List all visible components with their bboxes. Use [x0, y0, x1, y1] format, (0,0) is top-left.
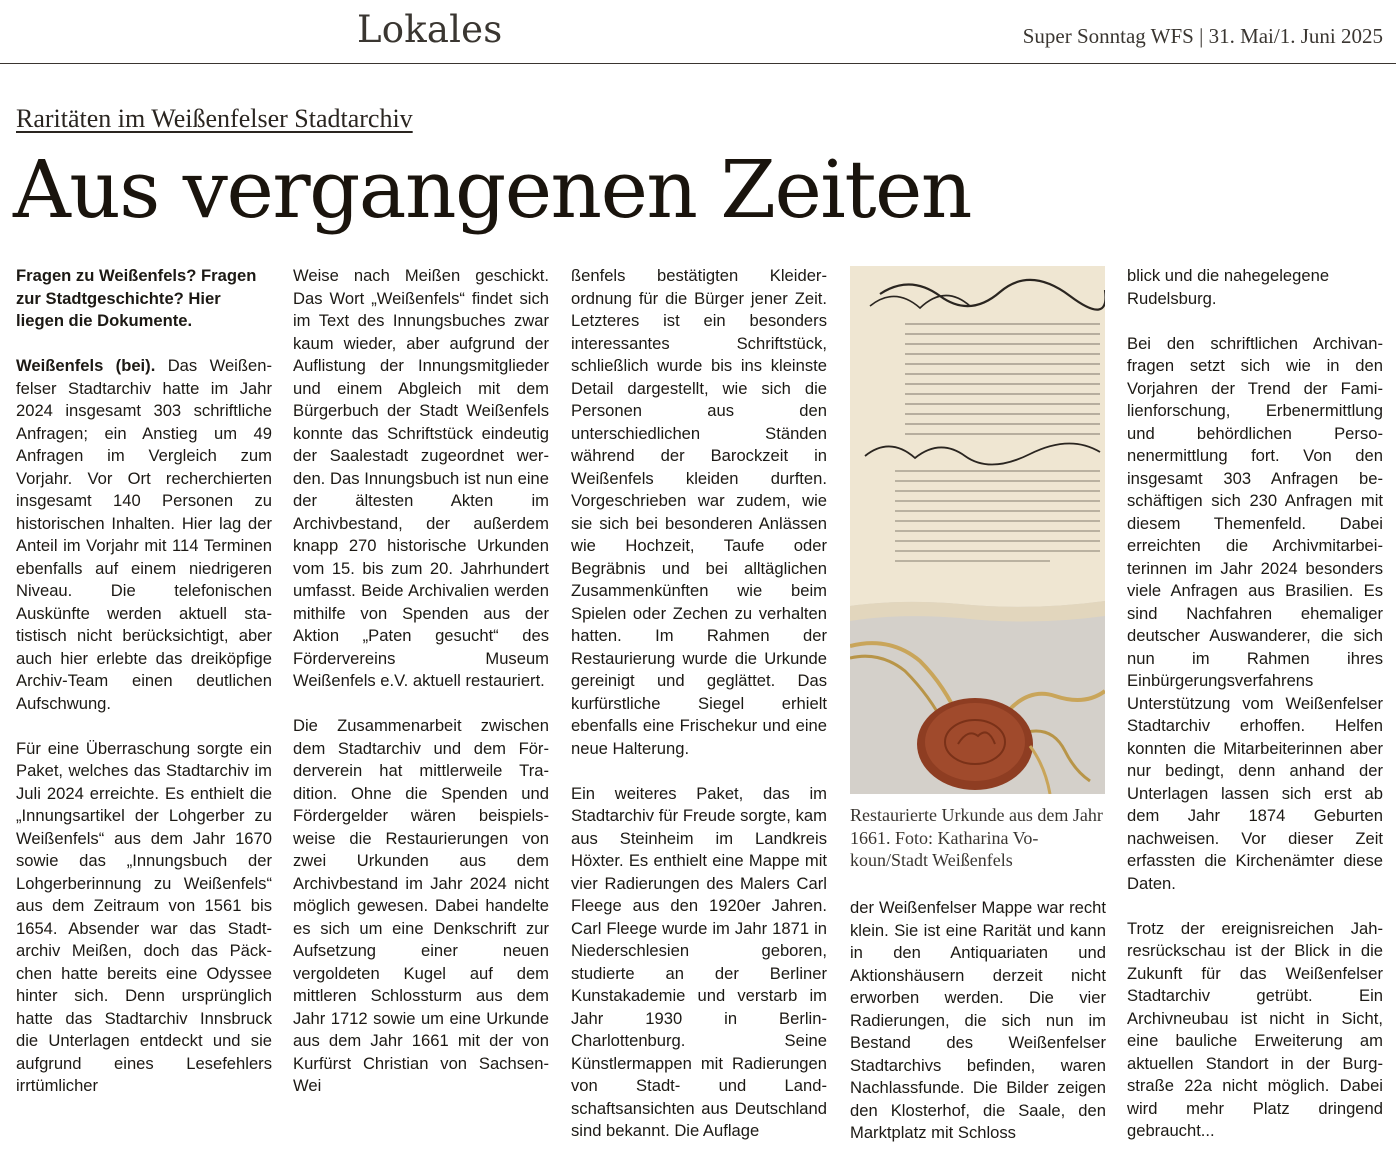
paragraph: Bei den schriftlichen Archivanfragen setzt sich wie in den Vorjahren der Trend der Familienforschung, Erbenermittlung und behördlichen Personenermittlung fort. Von den insgesamt 303 Anfragen beschäftigen sich 230 Anfragen mit diesem Themenfeld. Dabei erreichten die Archivmitarbeiterinnen im Jahr 2024 besonders viele Anfragen aus Brasilien. Es sind Nachfahren ehemaliger deutscher Auswanderer, die sich nun im Rahmen ihres Einbürgerungsverfahrens Unterstützung vom Weißenfelser Stadtarchiv erhoffen. Helfen konnten die Mitarbeiterinnen aber nur bedingt, denn anhand der Unterlagen lassen sich erst ab dem Jahr 1874 Geburten nachweisen. Vor dieser Zeit erfassten die Kirchenämter diese Daten. [1127, 333, 1383, 893]
column-1 [16, 265, 272, 1098]
column-2 [293, 265, 549, 1098]
paragraph: Für eine Überraschung sorgte ein Paket, welches das Stadtarchiv im Juli 2024 erreichte. Es enthielt die „Innungsartikel der Lohgerber zu Weißenfels“ aus dem Jahr 1670 sowie das „Innungsbuch der Lohgerberinnung zu Weißenfels“ aus dem Zeitraum von 1561 bis 1654. Absender war das Stadtarchiv Meißen, doch das Päckchen hatte bereits eine Odyssee hinter sich. Denn ursprünglich hatte das Stadtarchiv Innsbruck die Unterlagen entdeckt und sie aufgrund eines Lesefehlers irrtümlicher [16, 738, 272, 1095]
article-headline: Aus vergangenen Zeiten [13, 143, 971, 236]
section-title: Lokales [357, 8, 503, 51]
column-4 [850, 897, 1106, 1145]
paragraph: der Weißenfelser Mappe war recht klein. Sie ist eine Rarität und kann in den Antiquariaten und Aktionshäusern derzeit nicht erworben werden. Die vier Radierungen, die sich nun im Bestand des Weißenfelser Stadtarchivs befinden, waren Nachlassfunde. Die Bilder zeigen den Klosterhof, die Saale, den Marktplatz mit Schloss [850, 898, 1106, 1142]
paragraph-text: Das Weißenfelser Stadtarchiv hatte im Jahr 2024 insgesamt 303 schriftliche Anfragen; ein Anstieg um 49 Anfragen im Vergleich zum Vorjahr. Vor Ort recherchierten insgesamt 140 Personen zu historischen Inhalten. Hier lag der Anteil im Vorjahr mit 114 Terminen ebenfalls auf einem niedrigeren Niveau. Die telefonischen Auskünfte werden aktuell statistisch nicht berücksichtigt, aber auch hier erlebte das dreiköpfige Archiv-Team einen deutlichen Aufschwung. [16, 356, 272, 713]
paragraph: blick und die nahegelegene Rudelsburg. [1127, 266, 1330, 308]
paragraph: ßenfels bestätigten Kleiderordnung für die Bürger jener Zeit. Letzteres ist ein besonders interessantes Schriftstück, schließlich wurde bis ins kleinste Detail dargestellt, wie sich die Personen aus den unterschiedlichen Ständen während der Barockzeit in Weißenfels kleiden durften. Vorgeschrieben war zudem, wie sie sich bei besonderen Anlässen wie Hochzeit, Taufe oder Begräbnis und bei alltäglichen Zusammenkünften wie beim Spielen oder Zechen zu verhalten hatten. Im Rahmen der Restaurierung wurde die Urkunde gereinigt und geglättet. Das kurfürstliche Siegel erhielt ebenfalls eine Frischekur und eine neue Halterung. [571, 266, 827, 758]
article-lead: Fragen zu Weißenfels? Fragen zur Stadtgeschichte? Hier liegen die Dokumente. [16, 266, 257, 330]
article-kicker: Raritäten im Weißenfelser Stadtarchiv [16, 104, 413, 133]
column-5 [1127, 265, 1383, 1143]
paragraph: Weise nach Meißen geschickt. Das Wort „Weißenfels“ findet sich im Text des Innungsbuches zwar kaum wieder, aber aufgrund der Auflistung der Innungsmitglieder und einem Abgleich mit dem Bürgerbuch der Stadt Weißenfels konnte das Schriftstück eindeutig der Saalestadt zugeordnet werden. Das Innungsbuch ist nun eine der ältesten Akten im Archivbestand, der außerdem knapp 270 historische Urkunden vom 15. bis zum 20. Jahrhundert umfasst. Beide Archivalien werden mithilfe von Spenden aus der Aktion „Paten gesucht“ des Fördervereins Museum Weißenfels e.V. aktuell restauriert. [293, 266, 549, 690]
issue-info: Super Sonntag WFS | 31. Mai/1. Juni 2025 [1022, 24, 1383, 48]
document-seal-image [850, 266, 1105, 794]
paragraph [16, 355, 272, 715]
photo-caption: Restaurierte Urkunde aus dem Jahr 1661. Foto: Katharina Vokoun/Stadt Weißenfels [850, 805, 1103, 870]
paragraph: Trotz der ereignisreichen Jahresrückschau ist der Blick in die Zukunft für das Weißenfelser Stadtarchiv getrübt. Ein Archivneubau ist nicht in Sicht, eine bauliche Erweiterung am aktuellen Standort in der Burgstraße 22a nicht möglich. Dabei wird mehr Platz dringend gebraucht... [1127, 918, 1383, 1140]
paragraph: Ein weiteres Paket, das im Stadtarchiv für Freude sorgte, kam aus Steinheim im Landkreis Höxter. Es enthielt eine Mappe mit vier Radierungen des Malers Carl Fleege aus den 1920er Jahren. Carl Fleege wurde im Jahr 1871 in Niederschlesien geboren, studierte an der Berliner Kunstakademie und verstarb im Jahr 1930 in Berlin-Charlottenburg. Seine Künstlermappen mit Radierungen von Stadt- und Landschaftsansichten aus Deutschland sind bekannt. Die Auflage [571, 783, 827, 1140]
page-header [0, 0, 1396, 64]
paragraph: Die Zusammenarbeit zwischen dem Stadtarchiv und dem Förderverein hat mittlerweile Tradition. Ohne die Spenden und Fördergelder wären beispielsweise die Restaurierungen von zwei Urkunden aus dem Archivbestand im Jahr 2024 nicht möglich gewesen. Dabei handelte es sich um eine Denkschrift zur Aufsetzung einer neuen vergoldeten Kugel auf dem mittleren Schlossturm aus dem Jahr 1712 sowie um eine Urkunde aus dem Jahr 1661 mit der von Kurfürst Christian von Sachsen-Wei [293, 716, 549, 1095]
dateline: Weißenfels (bei). [16, 356, 156, 375]
column-3 [571, 265, 827, 1143]
article-photo [850, 266, 1105, 794]
